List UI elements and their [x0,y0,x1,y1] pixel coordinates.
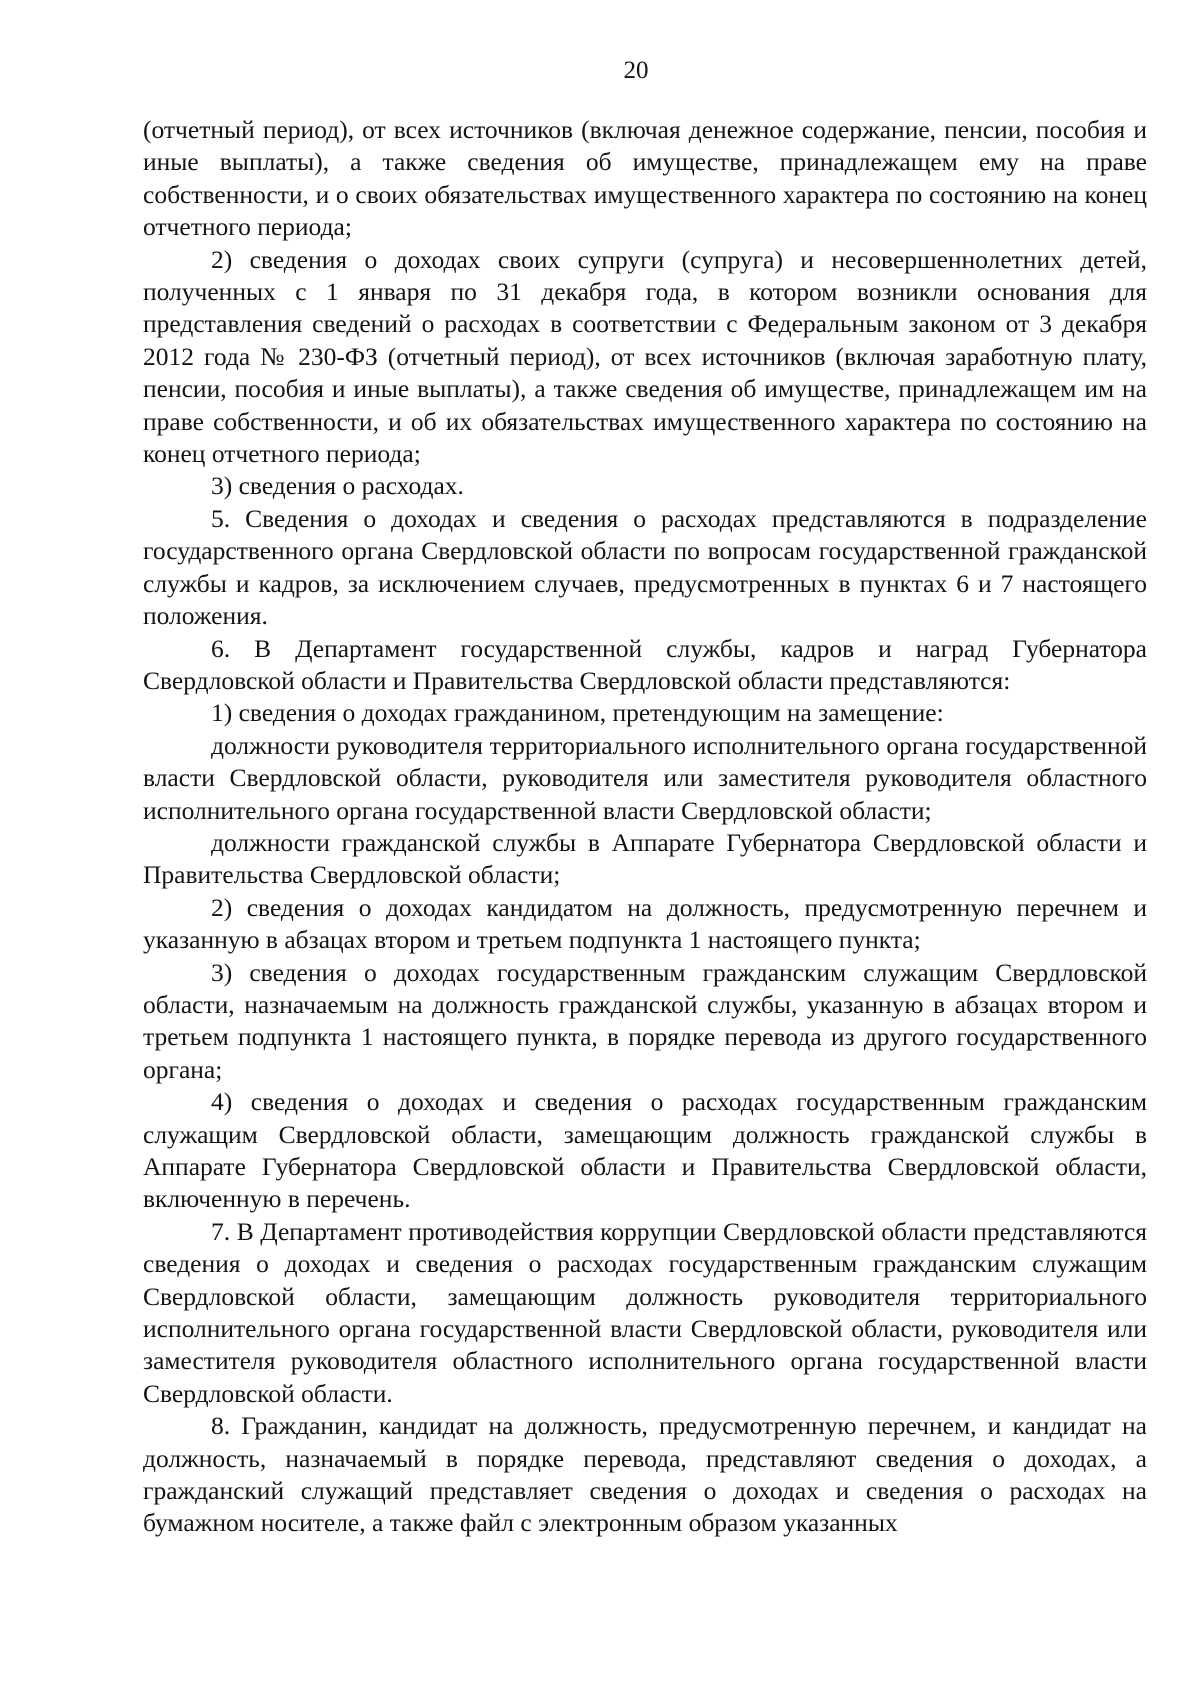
paragraph-continuation: (отчетный период), от всех источников (включая денежное содержание, пенсии, пособия и иные выплаты), а также сведения об имуществе, принадлежащем ему на праве собственности, и о своих обязательствах имущественного характера по состоянию на конец отчетного периода; [143,115,1147,242]
paragraph-clause-6: 6. В Департамент государственной службы, кадров и наград Губернатора Свердловской области и Правительства Свердловской области представляются: [143,633,1147,695]
paragraph-item-2-spouse-income: 2) сведения о доходах своих супруги (супруга) и несовершеннолетних детей, полученных с 1 января по 31 декабря года, в котором возникли основания для представления сведений о расходах в соответствии с Федеральным законом от 3 декабря 2012 года № 230-ФЗ (отчетный период), от всех источников (включая заработную плату, пенсии, пособия и иные выплаты), а также сведения об имуществе, принадлежащем им на праве собственности, и об их обязательствах имущественного характера по состоянию на конец отчетного периода; [143,244,1147,469]
paragraph-clause-6-item-1: 1) сведения о доходах гражданином, претендующим на замещение: [211,698,944,728]
paragraph-clause-7: 7. В Департамент противодействия коррупции Свердловской области представляются сведения о доходах и сведения о расходах государственным гражданским служащим Свердловской области, замещающим должность руководителя территориального исполнительного органа государственной власти Свердловской области, руководителя или заместителя руководителя областного исполнительного органа государственной власти Свердловской области. [143,1216,1147,1408]
paragraph-clause-6-item-1-position-b: должности гражданской службы в Аппарате Губернатора Свердловской области и Правительства Свердловской области; [143,827,1147,890]
paragraph-clause-6-item-4: 4) сведения о доходах и сведения о расходах государственным гражданским служащим Свердловской области, замещающим должность гражданской службы в Аппарате Губернатора Свердловской области и Правительства Свердловской области, включенную в перечень. [143,1087,1147,1214]
paragraph-clause-6-item-3: 3) сведения о доходах государственным гражданским служащим Свердловской области, назначаемым на должность гражданской службы, указанную в абзацах втором и третьем подпункта 1 настоящего пункта, в порядке перевода из другого государственного органа; [143,957,1147,1084]
paragraph-clause-6-item-1-position-a: должности руководителя территориального исполнительного органа государственной власти Свердловской области, руководителя или заместителя руководителя областного исполнительного органа государственной власти Свердловской области; [143,730,1147,825]
document-body [143,114,1147,1540]
paragraph-clause-8: 8. Гражданин, кандидат на должность, предусмотренную перечнем, и кандидат на должность, назначаемый в порядке перевода, представляют сведения о доходах, а гражданский служащий представляет сведения о доходах и сведения о расходах на бумажном носителе, а также файл с электронным образом указанных [143,1411,1147,1538]
paragraph-clause-6-item-2: 2) сведения о доходах кандидатом на должность, предусмотренную перечнем и указанную в абзацах втором и третьем подпункта 1 настоящего пункта; [143,892,1147,955]
paragraph-clause-5: 5. Сведения о доходах и сведения о расходах представляются в подразделение государственного органа Свердловской области по вопросам государственной гражданской службы и кадров, за исключением случаев, предусмотренных в пунктах 6 и 7 настоящего положения. [143,503,1147,631]
paragraph-item-3-expenses: 3) сведения о расходах. [211,471,464,501]
page-number: 20 [623,57,649,84]
